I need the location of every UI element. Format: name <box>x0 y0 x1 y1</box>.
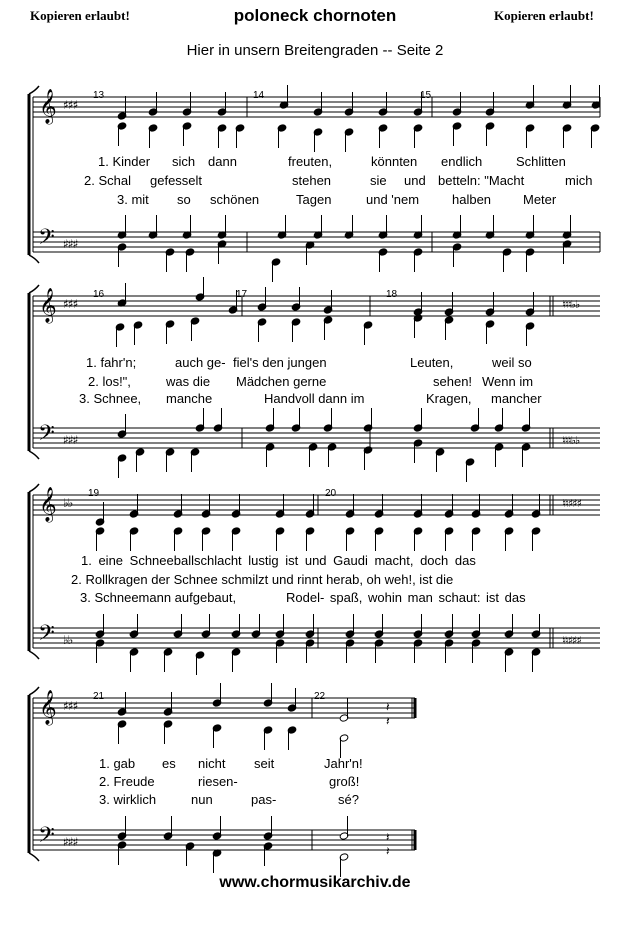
lyric: mancher <box>491 391 542 406</box>
lyric: nun <box>191 792 213 807</box>
lyric: so <box>177 192 191 207</box>
clefs <box>38 89 57 853</box>
lyric: es <box>162 756 176 771</box>
measure-number: 13 <box>93 90 105 101</box>
bracket-hook <box>29 484 39 492</box>
measure-number: 21 <box>93 691 105 702</box>
lyric: Kragen, <box>426 391 472 406</box>
lyric: Leuten, <box>410 355 454 370</box>
lyric: groß! <box>329 774 360 789</box>
bracket-hook <box>29 255 39 263</box>
measure-number: 16 <box>93 289 105 300</box>
lyric: freuten, <box>288 154 333 169</box>
quarter-rest: 𝄽 <box>386 830 390 844</box>
lyric: 3. mit <box>117 192 149 207</box>
lyric: sie <box>370 173 387 188</box>
lyric: riesen- <box>198 774 238 789</box>
bracket-hook <box>29 86 39 94</box>
lyric: sehen! <box>433 374 473 389</box>
bracket-hook <box>29 451 39 459</box>
lyric: gefesselt <box>150 173 203 188</box>
lyric: 1. fahr'n; <box>86 355 137 370</box>
lyric: endlich <box>441 154 483 169</box>
measure-number: 14 <box>253 90 265 101</box>
lyric: schönen <box>210 192 260 207</box>
key-signature: ♯♯♯ <box>63 835 78 849</box>
lyric: seit <box>254 756 275 771</box>
quarter-rest: 𝄽 <box>386 844 390 858</box>
measure-number: 19 <box>88 488 100 499</box>
lyric: sich <box>172 154 196 169</box>
lyric: nicht <box>198 756 226 771</box>
quarter-rest: 𝄽 <box>386 714 390 728</box>
page-title: poloneck chornoten <box>233 6 397 25</box>
footer-url: www.chormusikarchiv.de <box>219 874 411 891</box>
lyric: sé? <box>338 792 359 807</box>
lyric: 2. Freude <box>99 774 155 789</box>
key-signature: ♭♭ <box>63 633 73 647</box>
lyric: 2. Schal <box>84 173 131 188</box>
lyric: Meter <box>523 192 557 207</box>
lyric: Mädchen gerne <box>236 374 327 389</box>
bass-clef: 𝄢 <box>38 621 55 651</box>
lyric: dann <box>208 154 237 169</box>
lyric: Rodel- spaß, wohin man schaut: ist das <box>286 590 526 605</box>
copy-note-right: Kopieren erlaubt! <box>494 8 594 23</box>
lyric: betteln: "Macht <box>438 173 525 188</box>
key-change: ♮♮♮♭♭ <box>562 434 580 447</box>
treble-clef: 𝄞 <box>39 690 57 725</box>
lyric: Handvoll dann im <box>264 391 365 406</box>
measure-number: 15 <box>420 90 432 101</box>
treble-clef: 𝄞 <box>39 89 57 124</box>
lyric: Tagen <box>296 192 332 207</box>
key-signatures <box>63 98 582 849</box>
measure-number: 22 <box>314 691 326 702</box>
bass-clef: 𝄢 <box>38 225 55 255</box>
key-signature: ♯♯♯ <box>63 237 78 251</box>
lyric: 1. gab <box>99 756 136 771</box>
lyric: Schlitten <box>516 154 566 169</box>
lyric: 3. Schnee, <box>79 391 142 406</box>
lyric: 1. eine Schneeballschlacht lustig ist und Gaudi macht, doch das <box>81 553 476 568</box>
measure-number: 17 <box>236 289 248 300</box>
lyric: auch ge- <box>175 355 226 370</box>
lyric: mich <box>565 173 593 188</box>
lyric: stehen <box>292 173 332 188</box>
lyric: weil so <box>492 355 532 370</box>
key-signature: ♭♭ <box>63 496 73 510</box>
measure-number: 18 <box>386 289 398 300</box>
treble-clef: 𝄞 <box>39 487 57 522</box>
lyric: fiel's den jungen <box>233 355 327 370</box>
bracket-hook <box>29 285 39 293</box>
lyric: 3. wirklich <box>99 792 157 807</box>
song-subtitle: Hier in unsern Breitengraden -- Seite 2 <box>186 42 444 59</box>
key-change: ♮♮♮♭♭ <box>562 298 580 311</box>
bracket-hook <box>29 853 39 861</box>
lyric: Wenn im <box>482 374 534 389</box>
lyric: manche <box>166 391 213 406</box>
quarter-rest: 𝄽 <box>386 700 390 714</box>
lyric: pas- <box>251 792 277 807</box>
bracket-hook <box>29 651 39 659</box>
lyric: was die <box>166 374 211 389</box>
key-signature: ♯♯♯ <box>63 433 78 447</box>
key-change: ♮♮♯♯♯ <box>562 634 581 647</box>
lyric: könnten <box>371 154 418 169</box>
lyric: 2. Rollkragen der Schnee schmilzt und rinnt herab, oh weh!, ist die <box>71 572 454 587</box>
bass-clef: 𝄢 <box>38 823 55 853</box>
lyric: 3. Schneemann aufgebaut, <box>80 590 237 605</box>
bracket-hook <box>29 687 39 695</box>
lyric: Jahr'n! <box>324 756 363 771</box>
lyric: und 'nem <box>366 192 420 207</box>
treble-clef: 𝄞 <box>39 288 57 323</box>
bass-clef: 𝄢 <box>38 421 55 451</box>
lyric: und <box>404 173 426 188</box>
key-signature: ♯♯♯ <box>63 699 78 713</box>
lyric: halben <box>452 192 492 207</box>
measure-number: 20 <box>325 488 337 499</box>
key-signature: ♯♯♯ <box>63 297 78 311</box>
key-change: ♮♮♯♯♯ <box>562 497 581 510</box>
key-signature: ♯♯♯ <box>63 98 78 112</box>
lyric: 2. los!", <box>88 374 131 389</box>
lyric: 1. Kinder <box>98 154 151 169</box>
copy-note-left: Kopieren erlaubt! <box>30 8 130 23</box>
